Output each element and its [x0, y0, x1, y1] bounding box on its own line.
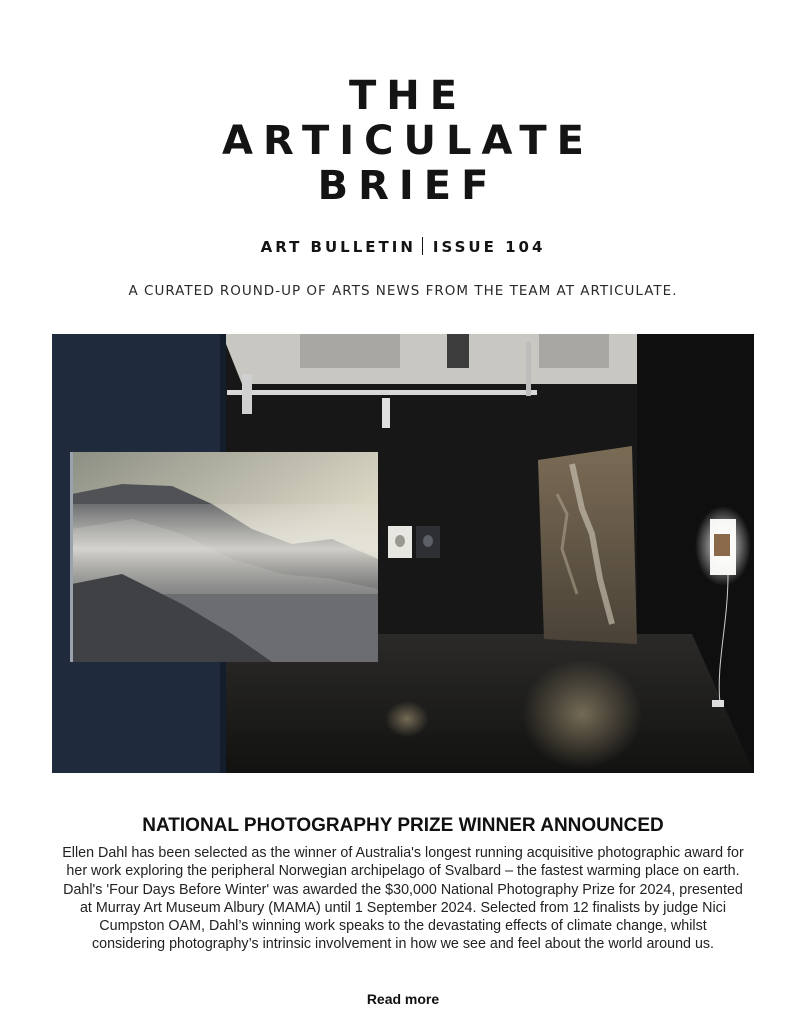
gallery-photo: [52, 334, 754, 773]
hero-image[interactable]: [52, 334, 754, 773]
article-headline: NATIONAL PHOTOGRAPHY PRIZE WINNER ANNOUNCED: [142, 814, 664, 836]
issue-number: ISSUE 104: [432, 238, 546, 256]
masthead-line-3: BRIEF: [317, 163, 499, 209]
masthead-line-1: THE: [348, 73, 468, 119]
read-more-container: [0, 989, 806, 1009]
read-more-link[interactable]: Read more: [366, 991, 440, 1007]
article-body: Ellen Dahl has been selected as the winner of Australia's longest running acquisitive photographic award for her work exploring the peripheral Norwegian archipelago of Svalbard – the fastest warming place on earth. Dahl's 'Four Days Before Winter' was awarded the $30,000 National Photography Prize for 2024, presented at Murray Art Museum Albury (MAMA) until 1 September 2024. Selected from 12 finalists by judge Nici Cumpston OAM, Dahl’s winning work speaks to the devastating effects of climate change, whilst considering photography’s intrinsic involvement in how we see and feel about the world around us.: [62, 845, 744, 953]
masthead: [0, 74, 806, 209]
masthead-line-2: ARTICULATE: [222, 118, 594, 164]
divider: [422, 237, 423, 255]
bulletin-label: ART BULLETIN: [260, 238, 416, 256]
tagline: A CURATED ROUND-UP OF ARTS NEWS FROM THE TEAM AT ARTICULATE.: [128, 283, 678, 299]
bulletin-issue-line: [0, 236, 806, 258]
